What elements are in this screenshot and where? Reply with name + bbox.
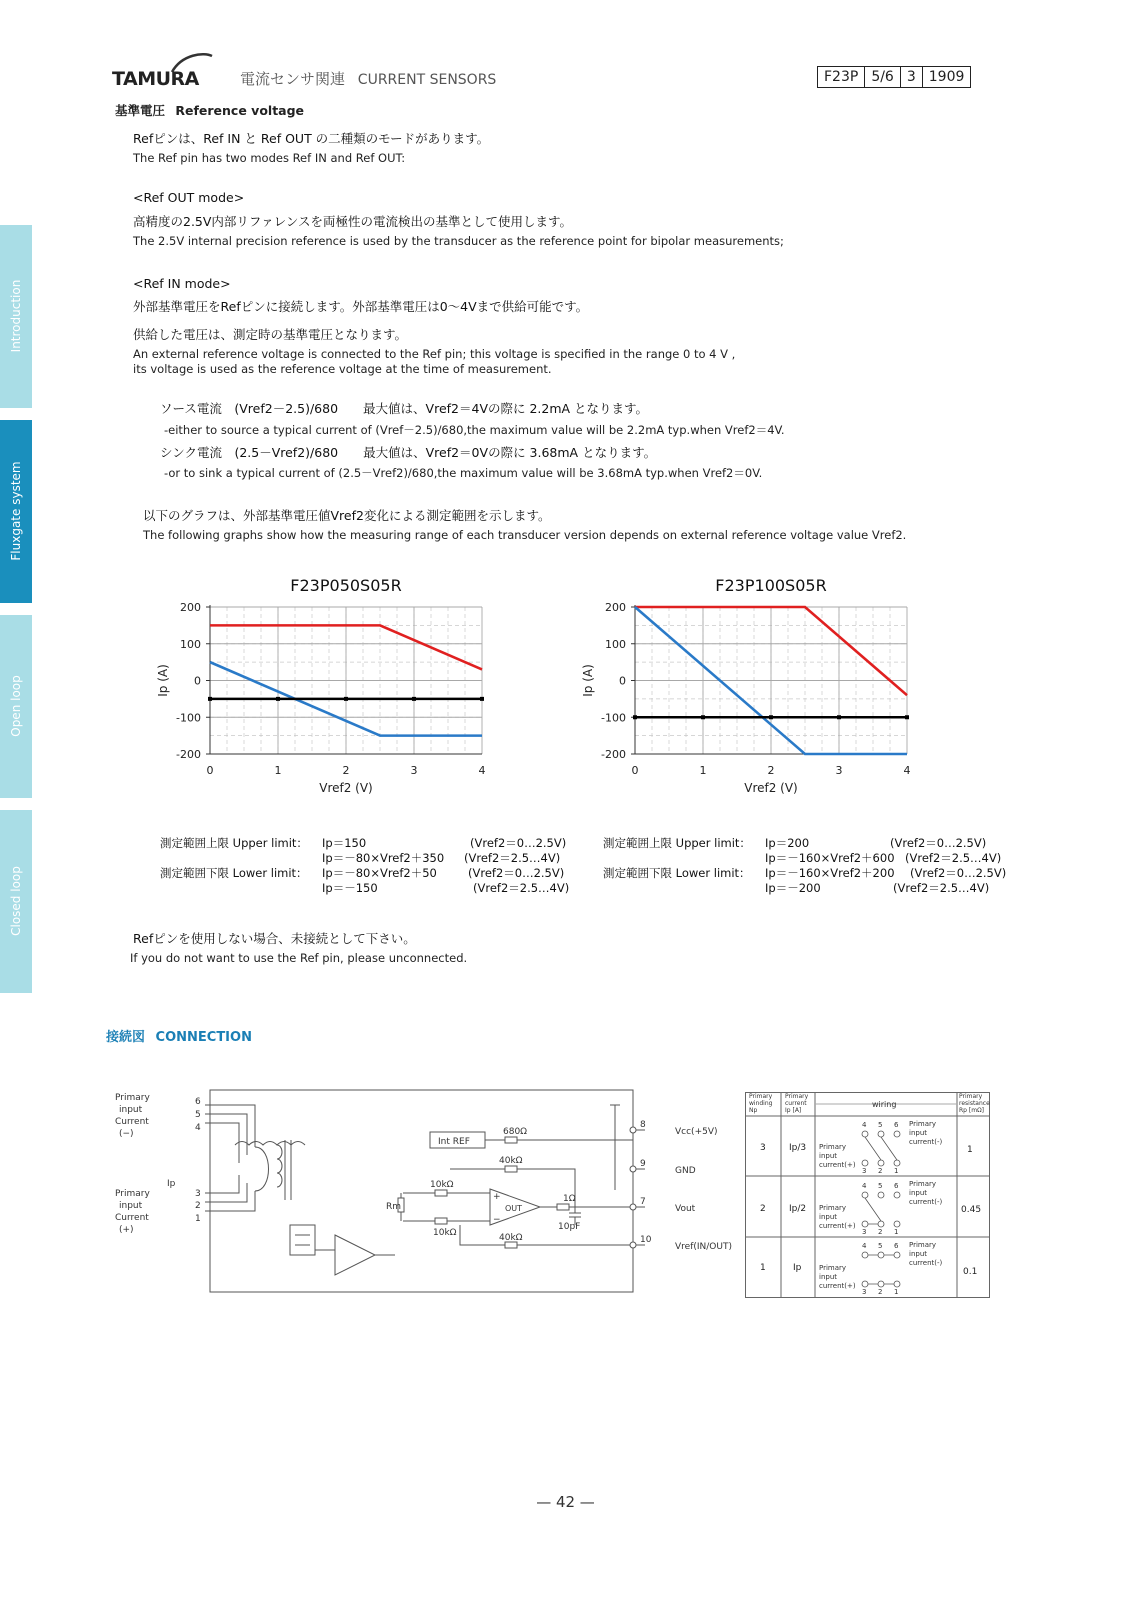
pin-8-dot [630, 1127, 636, 1133]
chart-title: F23P100S05R [715, 576, 827, 595]
wiring-label: Primary [909, 1241, 937, 1249]
x-tick-label: 1 [274, 764, 282, 777]
wire [460, 1225, 633, 1245]
wiring-label: input [819, 1273, 838, 1281]
row-np: 1 [760, 1263, 766, 1273]
row-np: 3 [760, 1143, 766, 1153]
wire [315, 1250, 395, 1255]
x-tick-label: 4 [903, 764, 911, 777]
r1-resistor [557, 1204, 569, 1210]
x-tick-label: 2 [767, 764, 775, 777]
x-tick-label: 2 [342, 764, 350, 777]
unused-en: If you do not want to use the Ref pin, please unconnected. [130, 951, 468, 965]
row-ip: Ip/3 [789, 1143, 807, 1153]
wiring-pin: 1 [894, 1167, 899, 1175]
header-ip: Ip [A] [785, 1107, 802, 1114]
pin-label: 5 [195, 1110, 201, 1120]
wiring-label: current(-) [909, 1198, 943, 1206]
int-ref-label: Int REF [438, 1137, 470, 1147]
part-code: F23P [824, 69, 859, 85]
wiring-pin: 2 [878, 1228, 883, 1236]
header-np: Np [749, 1107, 758, 1114]
wiring-pin: 6 [894, 1242, 899, 1250]
side-tab-label: Closed loop [9, 866, 23, 936]
output-pins [633, 1130, 645, 1245]
wiring-label: Primary [909, 1120, 937, 1128]
primary-plus-label: input [119, 1201, 143, 1211]
primary-plus-label: Current [115, 1213, 149, 1223]
chart-title: F23P050S05R [290, 576, 402, 595]
rm-label: Rm [386, 1202, 402, 1212]
side-tab-label: Open loop [9, 675, 23, 737]
category-en: CURRENT SENSORS [357, 72, 497, 88]
upper-limit-1-cond: (Vref2＝0…2.5V) [470, 836, 567, 850]
lower-limit-label: 測定範囲下限 Lower limit： [160, 866, 308, 880]
header-rp: resistance [959, 1100, 990, 1107]
part-rev: 3 [900, 67, 922, 87]
source-en: -either to source a typical current of (Vref－2.5)/680,the maximum value will be 2.2mA typ.when Vref2＝4V. [164, 423, 785, 437]
refin-en2: its voltage is used as the reference voltage at the time of measurement. [133, 362, 552, 376]
x-tick-label: 1 [699, 764, 707, 777]
wiring-label: input [909, 1129, 928, 1137]
wiring-pin: 6 [894, 1182, 899, 1190]
wiring-table [745, 1092, 990, 1298]
vref-label: Vref(IN/OUT) [675, 1242, 732, 1252]
lower-limit-1-cond: (Vref2＝0…2.5V) [468, 866, 565, 880]
excitation-block-icon [290, 1225, 315, 1255]
wiring-pin: 1 [894, 1288, 899, 1296]
wiring-label: current(+) [819, 1161, 856, 1169]
wiring-pin: 6 [894, 1121, 899, 1129]
lower-limit-1: Ip＝－80×Vref2＋50 [322, 866, 437, 880]
r40k-top-label: 40kΩ [499, 1156, 523, 1166]
series-point [276, 697, 280, 701]
category-jp: 電流センサ関連 [240, 70, 346, 88]
series-point [480, 697, 484, 701]
wiring-label: current(-) [909, 1138, 943, 1146]
y-axis-label: Ip (A) [156, 664, 170, 697]
header-ip: Primary [785, 1093, 809, 1100]
header-rp: Rp [mΩ] [959, 1107, 984, 1114]
source-jp: ソース電流 (Vref2－2.5)/680 最大値は、Vref2＝4Vの際に 2.2mA となります。 [160, 401, 649, 416]
sensor-body-outline [210, 1090, 633, 1292]
series-point [633, 715, 637, 719]
wiring-label: Primary [819, 1204, 847, 1212]
row-ip: Ip/2 [789, 1204, 807, 1214]
y-axis-label: Ip (A) [581, 664, 595, 697]
upper-limit-1-cond: (Vref2＝0…2.5V) [890, 836, 987, 850]
y-tick-label: 200 [180, 601, 201, 614]
primary-plus-leads [205, 1175, 255, 1211]
refout-en: The 2.5V internal precision reference is used by the transducer as the reference point for bipolar measurements; [133, 234, 784, 248]
header-category [240, 68, 496, 89]
pin-7-dot [630, 1204, 636, 1210]
y-tick-label: 0 [619, 674, 626, 688]
r10k-bot-resistor [435, 1218, 447, 1224]
wiring-pin: 3 [862, 1167, 867, 1175]
r40k-top-resistor [505, 1166, 517, 1172]
r10k-top-resistor [435, 1190, 447, 1196]
side-tab-open-loop[interactable] [0, 615, 32, 798]
wiring-pin: 4 [862, 1121, 867, 1129]
x-tick-label: 3 [835, 764, 843, 777]
pin-label: 1 [195, 1214, 201, 1224]
r680-resistor [505, 1137, 517, 1143]
x-tick-label: 4 [478, 764, 486, 777]
amplifier-icon [335, 1235, 375, 1275]
svg-text:TAMURA: TAMURA [112, 68, 199, 90]
gnd-label: GND [675, 1166, 696, 1176]
pin-10-dot [630, 1242, 636, 1248]
wiring-pin: 4 [862, 1242, 867, 1250]
y-tick-label: 100 [605, 637, 626, 651]
x-tick-label: 0 [631, 764, 639, 777]
x-axis-label: Vref2 (V) [319, 781, 373, 795]
y-tick-label: -100 [176, 711, 201, 725]
x-tick-label: 0 [206, 764, 214, 777]
pin-label: 4 [195, 1123, 201, 1133]
wiring-label: Primary [909, 1180, 937, 1188]
wiring-label: current(+) [819, 1282, 856, 1290]
page-number: — 42 — [536, 1493, 595, 1511]
series-point [905, 715, 909, 719]
upper-limit-2: Ip＝－160×Vref2＋600 [765, 851, 895, 865]
header-np: Primary [749, 1093, 773, 1100]
lower-limit-2: Ip＝－200 [765, 881, 821, 895]
row-ip: Ip [793, 1263, 802, 1273]
lower-limit-1: Ip＝－160×Vref2＋200 [765, 866, 895, 880]
upper-limit-2-cond: (Vref2＝2.5…4V) [464, 851, 561, 865]
refout-jp: 高精度の2.5V内部リファレンスを両極性の電流検出の基準として使用します。 [133, 214, 572, 229]
row-np: 2 [760, 1204, 766, 1214]
vout-label: Vout [675, 1204, 696, 1214]
pin-label: 9 [640, 1159, 646, 1169]
connection-title-jp: 接続図 [106, 1030, 146, 1045]
r40k-bot-label: 40kΩ [499, 1233, 523, 1243]
ip-arrow-label: Ip [167, 1179, 176, 1189]
pin-label: 8 [640, 1120, 646, 1130]
row-rp: 0.45 [961, 1205, 982, 1215]
side-tab-fluxgate[interactable] [0, 420, 32, 603]
wiring-pin: 2 [878, 1167, 883, 1175]
connection-title-en: CONNECTION [155, 1030, 252, 1045]
row-rp: 1 [967, 1145, 973, 1155]
chart-f23p050s05r [150, 570, 510, 805]
unused-jp: Refピンを使用しない場合、未接続として下さい。 [133, 931, 416, 946]
header-wiring: wiring [872, 1100, 897, 1109]
primary-minus-label: Primary [115, 1093, 150, 1103]
header-rp: Primary [959, 1093, 983, 1100]
header-ip: current [785, 1100, 807, 1107]
wiring-pin: 3 [862, 1228, 867, 1236]
y-tick-label: 200 [605, 601, 626, 614]
series-point [344, 697, 348, 701]
wiring-pin: 2 [878, 1288, 883, 1296]
pin-label: 7 [640, 1197, 646, 1207]
wiring-pin: 5 [878, 1182, 883, 1190]
section-title-jp: 基準電圧 [115, 103, 166, 118]
wiring-label: current(-) [909, 1259, 943, 1267]
wiring-label: Primary [819, 1264, 847, 1272]
primary-plus-label: Primary [115, 1189, 150, 1199]
refin-jp1: 外部基準電圧をRefピンに接続します。外部基準電圧は0～4Vまで供給可能です。 [133, 299, 589, 314]
lower-limit-2-cond: (Vref2＝2.5…4V) [473, 881, 570, 895]
primary-minus-label: input [119, 1105, 143, 1115]
wiring-label: current(+) [819, 1222, 856, 1230]
primary-minus-leads [205, 1105, 255, 1163]
y-tick-label: 100 [180, 637, 201, 651]
c10p-label: 10pF [558, 1222, 581, 1232]
y-tick-label: 0 [194, 674, 201, 688]
wiring-label: input [819, 1152, 838, 1160]
r1-label: 1Ω [563, 1194, 576, 1204]
primary-plus-label: (+) [119, 1225, 134, 1235]
primary-minus-label: (−) [119, 1129, 134, 1139]
upper-limit-2: Ip＝－80×Vref2＋350 [322, 851, 445, 865]
upper-limit-1: Ip＝150 [322, 836, 367, 850]
wiring-pin: 3 [862, 1288, 867, 1296]
side-tab-label: Fluxgate system [9, 461, 23, 561]
wiring-pin: 4 [862, 1182, 867, 1190]
pin-label: 6 [195, 1097, 201, 1107]
upper-limit-label: 測定範囲上限 Upper limit： [160, 836, 308, 850]
tamura-logo [112, 50, 216, 90]
wiring-label: Primary [819, 1143, 847, 1151]
intro-en: The Ref pin has two modes Ref IN and Ref OUT: [133, 151, 406, 165]
series-point [412, 697, 416, 701]
lower-limit-label: 測定範囲下限 Lower limit： [603, 866, 751, 880]
graph-intro-en: The following graphs show how the measuring range of each transducer version depends on external reference voltage value Vref2. [143, 528, 907, 542]
section-title-en: Reference voltage [175, 103, 305, 118]
lower-limit-1-cond: (Vref2＝0…2.5V) [910, 866, 1007, 880]
y-tick-label: -200 [601, 748, 626, 761]
side-tab-introduction[interactable] [0, 225, 32, 408]
wiring-label: input [909, 1250, 928, 1258]
y-tick-label: -100 [601, 711, 626, 725]
part-page: 5/6 [864, 67, 900, 87]
winding-icon [277, 1145, 282, 1187]
side-tab-closed-loop[interactable] [0, 810, 32, 993]
wiring-pin: 5 [878, 1121, 883, 1129]
side-tab-label: Introduction [9, 279, 23, 353]
lower-limit-2-cond: (Vref2＝2.5…4V) [893, 881, 990, 895]
refout-title: <Ref OUT mode> [133, 190, 245, 205]
series-point [208, 697, 212, 701]
sink-en: -or to sink a typical current of (2.5－Vref2)/680,the maximum value will be 3.68mA typ.when Vref2＝0V. [164, 466, 763, 480]
x-tick-label: 3 [410, 764, 418, 777]
series-point [837, 715, 841, 719]
vcc-label: Vcc(+5V) [675, 1127, 718, 1137]
wiring-pin: 1 [894, 1228, 899, 1236]
primary-conductor [255, 1147, 269, 1191]
upper-limit-2-cond: (Vref2＝2.5…4V) [905, 851, 1002, 865]
refin-title: <Ref IN mode> [133, 276, 231, 291]
connection-schematic [105, 1085, 745, 1300]
part-number-box [817, 66, 971, 88]
gnd-rail [610, 1105, 620, 1190]
part-date: 1909 [922, 67, 971, 87]
upper-limit-label: 測定範囲上限 Upper limit： [603, 836, 751, 850]
chart-f23p100s05r [575, 570, 935, 805]
x-axis-label: Vref2 (V) [744, 781, 798, 795]
fluxgate-coil-icon [235, 1142, 305, 1146]
r680-label: 680Ω [503, 1127, 528, 1137]
lower-limit-2: Ip＝－150 [322, 881, 378, 895]
primary-minus-label: Current [115, 1117, 149, 1127]
refin-jp2: 供給した電圧は、測定時の基準電圧となります。 [133, 327, 408, 342]
wiring-label: input [909, 1189, 928, 1197]
wiring-pin: 5 [878, 1242, 883, 1250]
section-title [115, 101, 304, 119]
series-point [769, 715, 773, 719]
r10k-bot-label: 10kΩ [433, 1228, 457, 1238]
out-label: OUT [505, 1204, 523, 1213]
series-point [701, 715, 705, 719]
pin-label: 3 [195, 1189, 201, 1199]
graph-intro-jp: 以下のグラフは、外部基準電圧値Vref2変化による測定範囲を示します。 [143, 508, 551, 523]
sink-jp: シンク電流 (2.5－Vref2)/680 最大値は、Vref2＝0Vの際に 3.68mA となります。 [160, 445, 657, 460]
opamp-minus: − [493, 1215, 501, 1225]
opamp-plus: + [493, 1192, 501, 1202]
pin-label: 10 [640, 1235, 652, 1245]
y-tick-label: -200 [176, 748, 201, 761]
wiring-label: input [819, 1213, 838, 1221]
pin-label: 2 [195, 1201, 201, 1211]
row-rp: 0.1 [963, 1267, 978, 1277]
upper-limit-1: Ip＝200 [765, 836, 810, 850]
header-np: winding [749, 1100, 773, 1107]
r10k-top-label: 10kΩ [430, 1180, 454, 1190]
intro-jp: Refピンは、Ref IN と Ref OUT の二種類のモードがあります。 [133, 131, 490, 146]
pin-9-dot [630, 1166, 636, 1172]
connection-title [106, 1026, 252, 1045]
refin-en1: An external reference voltage is connected to the Ref pin; this voltage is specified in the range 0 to 4 V , [133, 347, 736, 361]
